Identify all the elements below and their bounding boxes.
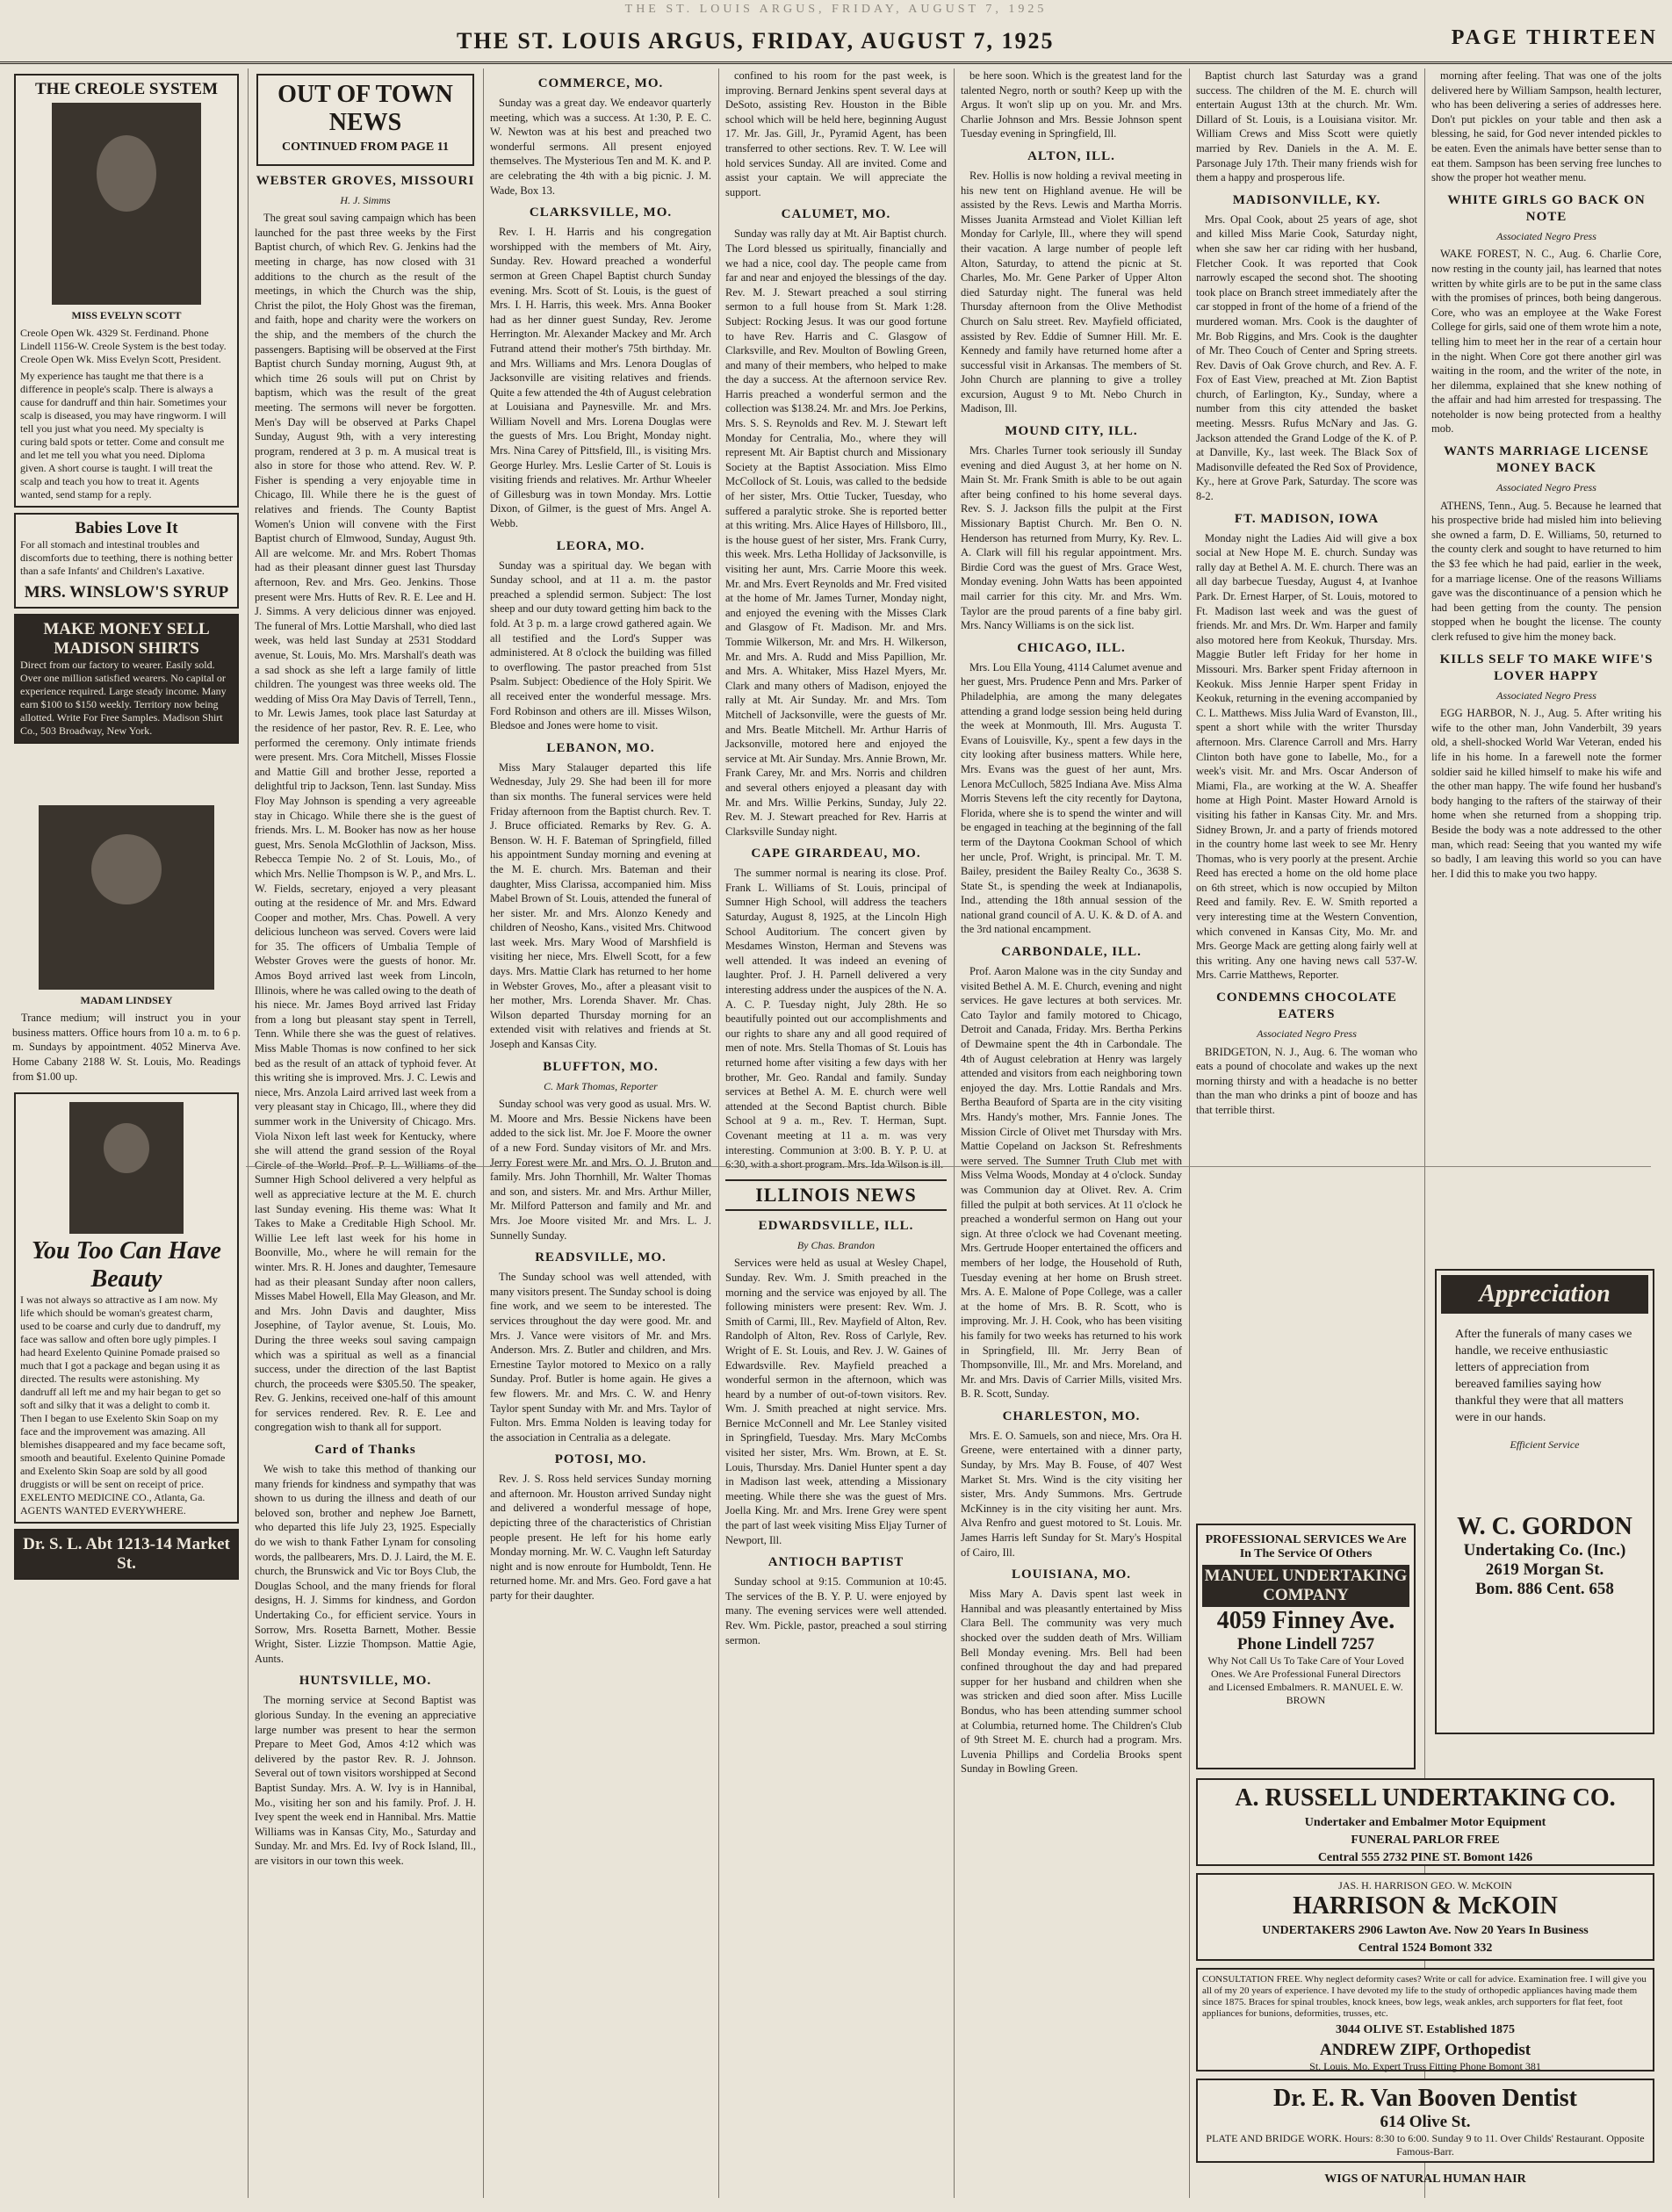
babies-heading: Babies Love It [75,518,178,537]
creole-address: Creole Open Wk. 4329 St. Ferdinand. Phone Lindell 1156-W. Creole System is the best today. Creole Open Wk. Miss Evelyn Scott, President. [20,326,227,365]
portrait-photo [69,1102,184,1234]
kills-byline: Associated Negro Press [1496,688,1596,702]
russell-line3: Central 555 2732 PINE ST. Bomont 1426 [1317,1851,1533,1864]
webster-byline: H. J. Simms [340,193,391,206]
huntsville-text: The morning service at Second Baptist was glorious Sunday. In the evening an appreciative large number was present to hear the sermon Prepare to Meet God, Amos 4:12 which was delivered by the pastor Rev. R. J. Johnson. Several out of town visitors worshipped at Second Baptist Sunday. Mrs. A. W. Ivy is in Hannibal, Mo., visiting her son and his family. Prof. J. H. Ivey spent the week end in Hannibal. Mrs. Mattie Williams was in Kansas City, Mo., Saturday and Sunday. Mr. and Mrs. Ed. Ivy of Rock Island, Ill., are visitors in our town this week. [255,1694,476,1867]
potosi-heading: POTOSI, MO. [554,1452,647,1467]
dentist-ad [1196,2079,1654,2163]
harrison-names: JAS. H. HARRISON GEO. W. McKOIN [1338,1879,1512,1891]
carryover-text: Baptist church last Saturday was a grand success. The children of the M. E. church will entertain August 13th at the church. Mr. Wm. Dillard of St. Louis, is a Louisiana visitor. Mr. William Crews and Miss Scott were quietly married by Rev. Daniels in the A. M. E. Parsonage July 17th. Their many friends wish for them a happy and prosperous life. [1196,69,1417,184]
column-rule [248,68,249,2198]
marriage-text: ATHENS, Tenn., Aug. 5. Because he learned that his prospective bride had misled him into believing she owned a farm, D. E. Williams, 50, returned to the county clerk and sought to have returned to him the $3 fee which he had paid, earlier in the week, for a marriage license. One of the reasons Williams gave was the discontinuance of a pension which he had been getting from the county. The pension stopped when he bought the license. The county clerk refused to give him the money back. [1431,499,1661,643]
russell-name: A. RUSSELL UNDERTAKING CO. [1235,1784,1616,1812]
calumet-text: Sunday was rally day at Mt. Air Baptist church. The Lord blessed us spiritually, financially and we had a nice, cool day. The people came from far and near and enjoyed the blessings of the day. Rev. M. J. Stewart preached a soul stirring sermon to a full house from St. Mark 1:28. Subject: Rocking Jesus. It was our good fortune to have Rev. Harris and C. Glasgow of Clarksville, and Rev. Moulton of Bowling Green, and many of their members, who helped to make the day a success. At the afternoon service Rev. Harris preached a wonderful sermon and the collection was $138.24. Mr. and Mrs. Joe Perkins, Mrs. S. S. Reynolds and Rev. M. J. Stewart left Monday for Centralia, Mo., where they will represent Mt. Air Baptist church and Missionary Society at the Baptist Association. Miss Elmo McCollock of St. Louis, was called to the bedside of her sister, Mrs. Ottie Tucker, Tuesday, who suffered a paralytic stroke. She is reported better at this writing. Mrs. Alice Hayes of Hillsboro, Ill., is the house guest of her sister, Mrs. Frank Curry, this week. Mrs. Letha Holliday of Jacksonville, is visiting her aunt, Mrs. Carrie Moore this week. Mr. and Mrs. Evert Reynolds and Mr. Fred visited at the home of Mr. James Turner, Monday night, and enjoyed the evening with the Misses Clark and Glasgow of Ft. Madison. Mr. and Mrs. Tommie Wilkerson, Mr. and Mrs. H. Wilkerson, Mr. and Mrs. A. Rudd and Miss Papillion, Mr. and Mrs. A. Whitaker, Miss Hazel Myers, Mr. Clark and many others of Madison, enjoyed the rally at Mt. Air Sunday. Mr. and Mrs. Tom Mitchell of Jacksonville, were the guests of Mr. and Mrs. Beatle Mitchell. Mr. Arthur Harris of Jacksonville, motored here and enjoyed the service at Mt. Air Sunday. Mrs. Annie Brown, Mr. Frank Carey, Mr. and Mrs. Norris and children and several others enjoyed a pleasant day with Mr. and Mrs. Willie Perkins, Sunday, July 22. Rev. M. J. Stewart preached for Rev. Harris at Clarksville Sunday night. [725,227,947,838]
column-5 [961,68,1182,2198]
chicago-text: Mrs. Lou Ella Young, 4114 Calumet avenue and her guest, Mrs. Prudence Penn and Mrs. Parker of Philadelphia, are among the many delegates attending a grand lodge session being held during the week at Monmouth, Ill. Mrs. Augusta T. Evans of Louisville, Ky., spent a few days in the city looking after business matters. While here, Mrs. Evans was the guest of her aunt, Mrs. Lenora McCulloch, 5825 Indiana Ave. Miss Alma Morris Stevens left the city recently for Daytona, Florida, where she is to spend the winter and will be engaged in teaching at the beginning of the fall term of the Daytona Cookman School of which her uncle, Prof. Wright, is principal. Mr. T. M. Bailey, president the Bailey Realty Co., 3638 S. State St., is spending the week at Indianapolis, Ind., attending the 18th annual session of the national grand council of A. U. K. & D. of A. and the 3rd national encampment. [961,660,1182,936]
manuel-name: MANUEL UNDERTAKING COMPANY [1202,1565,1409,1607]
winslow-heading: MRS. WINSLOW'S SYRUP [24,582,229,602]
marriage-byline: Associated Negro Press [1496,481,1596,494]
masthead [0,23,1672,64]
chicago-heading: CHICAGO, ILL. [1017,640,1126,655]
page-title: THE ST. LOUIS ARGUS, FRIDAY, AUGUST 7, 1925 [457,28,1055,54]
louisiana-heading: LOUISIANA, MO. [1011,1567,1132,1582]
column-rule [483,68,484,2198]
webster-text: The great soul saving campaign which has been launched for the past three weeks by the First Baptist church, of which Rev. G. Jenkins had the meeting in charge, has now closed with 31 additions to the church as the result of the meetings, in which the Church was the ship, Christ the pilot, the Holy Ghost was the fireman, and faith, hope and charity were the workers on the ship, and the members of the church the passengers. Baptising will be observed at the First Baptist church Sunday morning, August 9th, at which time 26 souls will put on Christ by baptism, which was the result of the great meeting. The sermons will never be forgotten. Men's Day will be observed at Parks Chapel Sunday, August 9th, with a very interesting program, rendered at 3 p. m. A musical treat is also in store for those who attend. Rev. W. P. Fisher is spending a very enjoyable time in Chicago, Ill. While there he is the guest of relatives and friends. The County Baptist Women's Union will convene with the First Baptist church of Elmwood, Sunday, August 9th. All are welcome. Mr. and Mrs. Robert Thomas had as their pleasant dinner guest last Thursday afternoon, Rev. and Mrs. Geo. Jenkins. Those present were Mrs. Hutts of Rev. R. E. Lee and H. J. Simms. A very delicious dinner was enjoyed. The funeral of Mrs. Lottie Marshall, who died last week, was held last Sunday at 2531 Stoddard avenue, St. Louis, Mo. Mrs. Marshall's death was a sad shock as she left a large family of little children. The youngest was three weeks old. The wedding of Miss Ora May Davis of Terrell, Tenn., to Mr. Lewis James, took place last Saturday at the residence of her pastor, Rev. R. E. Lee, who performed the ceremony. Only intimate friends were present. Mrs. Cora Mitchell, Misses Flossie and Mattie Gill and brother Jesse, reported a delightful trip to Jackson, Tenn. last Sunday. Miss Floy May Johnson is spending a very agreeable stay in Chicago. While there she is the guest of friends. Mrs. L. M. Booker has now as her house guest, Mrs. Senola McGlothlin of Jackson, Miss. Rebecca Tempie No. 2 of St. Louis, Mo., of which Mrs. Nellie Thompson is W. P., and Mrs. L. W. Fields, secretary, enjoyed a very pleasant outing at the residence of Mr. and Mrs. Edward Cooper and mother, Mrs. Chas. Powell. A very delicious luncheon was served. Covers were laid for 35. The officers of Umbalia Temple of Webster Groves were the guests of honor. Mr. Amos Boyd arrived last week from Lincoln, Illinois, where he was called owing to the death of his niece. Mr. James Boyd arrived last Friday from a long but pleasant stay spent in Terrell, Tenn. While there she was the guest of relatives. Miss Mable Thomas is now confined to her sick bed as the result of an attack of typhoid fever. At this writing she is improved. Mrs. J. C. Lewis and niece, Mrs. Anzola Laird arrived last week from a very pleasant stay in Chicago, Ill., where they did summer work in the University of Chicago. Mrs. Viola Nixon left last week for Kentucky, where she will attend the grand session of the Royal Circle of the World. Prof. P. L. Williams of the Sumner High School delivered a very helpful as well as appreciative lecture at the M. E. church last Sunday evening. His theme was: What It Takes to Make a Creditable High School. Mr. Willie Lee left last week for his home in Boonville, Mo., where he will remain for the winter. Mrs. R. H. Jones and daughter, Temesaure had as their pleasant Sunday after noon callers, Misses Mabel Howell, Ella May Gleason, and Mr. and Mrs. John Davis and daughter, Miss Josephine, of Taylor avenue, St. Louis, Mo. During the three weeks soul saving campaign which was a spiritual as well as a financial success, under the direction of the last Baptist church, the proceeds were $305.50. The speaker, Rev. G. Jenkins, received one-half of this amount for services rendered. Rev. R. E. Lee and congregation wish to thank all for support. [255,212,476,1434]
carryover-text: be here soon. Which is the greatest land for the talented Negro, north or south? Keep up with the Argus. It won't slip up on you. Mr. and Mrs. Charlie Johnson and Mrs. Bessie Johnson spent Tuesday evening in Springfield, Ill. [961,69,1182,141]
out-of-town-box [256,74,474,166]
manuel-undertaking-ad [1196,1524,1416,1769]
carryover-text: morning after feeling. That was one of the jolts delivered here by William Sampson, health lecturer, who has been delivering a series of addresses here. Don't put pickles on your table and then ask a blessing, he said, for God never intended pickles to be eaten. Even the animals have better sense than to eat them. Sampson has been serving free lunches to show the proper hot weather menu. [1431,69,1661,184]
russell-undertaking-ad [1196,1778,1654,1866]
bluffton-heading: BLUFFTON, MO. [543,1059,659,1074]
box-subheading: CONTINUED FROM PAGE 11 [282,141,449,154]
harrison-name: HARRISON & McKOIN [1293,1892,1558,1920]
alton-text: Rev. Hollis is now holding a revival meeting in his new tent on Highland avenue. He will be assisted by the Revs. Lewis and Martha Morris. Misses Juanita Armstead and Violet Killian left Monday for Carlyle, Ill., where they will spend their vacation. A large number of people left Alton, Saturday, to attend the picnic at St. Charles, Mo. Mr. Gene Parker of Upper Alton died Saturday night. The funeral was held Thursday afternoon from the Olive Methodist Church on Salu street. Rev. Mayfield officiated, assisted by Rev. Eddie of Sumner Hill. Mr. E. Kennedy and family have returned home after a successful visit in Arkansas. The members of St. John Church are planning to give a trolley excursion, August 9 to Mt. Nebo Church in Madison, Ill. [961,169,1182,415]
mound-text: Mrs. Charles Turner took seriously ill Sunday evening and died August 3, at her home on N. Main St. Mr. Frank Smith is able to be out again after being confined to his home several days. Rev. S. J. Jackson fills the pulpit at the First Missionary Baptist Church. Mr. Ben O. N. Henderson has returned from Murry, Ky. Rev. L. A. Clark will fill his regular appointment. Mrs. Birdie Cord was the guest of Mrs. Grace West, Monday evening. John Watts has been appointed mail carrier for this city. Mr. and Mrs. Wm. Taylor are the proud parents of a fine baby girl. Mrs. Nancy Williams is on the sick list. [961,444,1182,632]
edwardsville-byline: By Chas. Brandon [796,1238,876,1251]
beauty-text: I was not always so attractive as I am now. My life which should be woman's greatest charm, used to be coarse and curly due to dandruff, my face was sallow and often bore ugly pimples. I had heard Exelento Quinine Pomade praised so much that I got a package and began using it as directed. The results were astonishing. My dandruff all left me and my hair began to get so soft and silky that it was a delight to comb it. Then I began to use Exelento Skin Soap on my face and the improvement was amazing. All blemishes disappeared and my face became soft, smooth and beautiful. Exelento Quinine Pomade and Exelento Skin Soap are sold by all good druggists or will be sent on receipt of price. EXELENTO MEDICINE CO., Atlanta, Ga. AGENTS WANTED EVERYWHERE. [20,1293,226,1517]
ftmadison-text: Monday night the Ladies Aid will give a box social at New Hope M. E. church. Sunday was rally day at Bethel A. M. E. church. There was an all day barbecue Tuesday, August 4, at Ivanhoe Park. Dr. Ernest Harper, of St. Louis, motored to Ft. Madison last week and was the guest of friends. Mr. and Mrs. Dr. Wm. Harper and family also motored here from Keokuk, Thursday. Mrs. Maggie Butler left Friday for her home in Missouri. Mrs. Barker spent Friday afternoon in Keokuk. Miss Jennie Harper spent Friday in Keokuk, returning in the evening accompanied by C. L. Matthews. Miss Julia Ward of Evanston, Ill., spent a short while with the writer Thursday afternoon. Mrs. Clarence Carroll and Mrs. Harry Clinton both have gone to Iabelle, Mo., for a week's visit. Mr. and Mrs. Oscar Anderson of Miami, Fla., are working at the W. A. Sheaffer home at High Point. Master Howard Arnold is visiting his father in Kansas City. Mr. and Mrs. Sidney Brown, Jr. and a party of friends motored in the country home last week to see Mr. Henry Thomas, who is very poorly at the present. Archie Reed has erected a home on the old home place on 6th street, which is now occupied by Milton Reed and family. Rev. E. W. Smith reported a very interesting time at the Western Convention, which convened in Kansas City, Mo. Mr. and Mrs. George Mack are getting along fairly well at this writing. Any one having news call 537-W. Mrs. Carrie Matthews, Reporter. [1196,531,1417,982]
dr-abt-ad [14,1529,239,1580]
column-1 [12,68,241,2198]
louisiana-text: Miss Mary A. Davis spent last week in Hannibal and was pleasantly entertained by Miss Clara Bell. The community was very much shocked over the sudden death of Mrs. William Bell Monday evening. Mrs. Bell had been confined throughout the day and had prepared supper for her husband and children when she was stricken and died soon after. Miss Lucille Bondus, who has been attending summer school at Columbia, returned home. The Children's Club of 9th Street M. E. church had a program. Mrs. Luvenia Phillips and Cordelia Brooks spent Sunday in Bowling Green. [961,1588,1182,1776]
page-number: PAGE THIRTEEN [1451,26,1658,49]
cape-text: The summer normal is nearing its close. Prof. Frank L. Williams of St. Louis, principal of Sumner High School, will address the teachers Saturday, August 8, 1925, at the Lincoln High School Auditorium. The concert given by Mesdames Winston, Herman and Stevens was well attended. It was indeed an evening of laughter. Prof. J. H. Parnell delivered a very interesting address under the auspices of the N. A. A. C. P. Tuesday night, July 28th. He so beautifully pointed out our accomplishments and our rights to share any and all good required of men of note. Mrs. Stella Thomas of St. Louis has returned home after visiting a few days with her brother, Mr. Geo. Randal and family. Sunday services at Bethel A. M. E. church were well attended at the Second Baptist church. Bible School at 9 a. m., Rev. T. Herman, Supt. Covenant meeting at 11 a. m. was very interesting. Communion at 3:00. B. Y. P. U. at 6:30, with a short program. Mrs. Ida Wilson is ill. [725,867,947,1171]
manuel-phone: Phone Lindell 7257 [1236,1635,1375,1654]
ftmadison-heading: FT. MADISON, IOWA [1234,511,1380,526]
edwardsville-text: Services were held as usual at Wesley Chapel, Sunday. Rev. Wm. J. Smith preached in the morning and the service was enjoyed by all. The following ministers were present: Rev. Wm. J. Smith of Carmi, Ill., Rev. Mayfield of Alton, Rev. Randolph of Alton, Rev. Ross of Carlyle, Rev. Wright of E. St. Louis, and Rev. J. W. Gaines of Edwardsville. Rev. Mayfield preached a wonderful sermon in the afternoon, which was heard by a number of out-of-town visitors. Rev. Wm. J. Smith preached at night service. Mrs. Bernice McConnell and Mr. Lee Stanley visited in Springfield, Tuesday. Mrs. Mary McCombs visited her sister, Mrs. Wm. Brown, at E. St. Louis, Thursday. Mrs. Daniel Hunter spent a day in Madison last week, attending a Missionary meeting. While there she was the guest of Mrs. Joella King. Mr. and Mrs. Irene Grey were spent the part of last week visiting Miss Eljay Turner of Newport, Ill. [725,1257,947,1546]
babies-ad [14,513,239,609]
shirts-heading: MAKE MONEY SELL MADISON SHIRTS [43,619,210,658]
gordon-line3: Bom. 886 Cent. 658 [1475,1580,1614,1598]
thanks-text: We wish to take this method of thanking our many friends for kindness and sympathy that was shown to us during the illness and death of our beloved son, brother and nephew Joe Barnett, who departed this life July 23, 1925. Especially do we wish to thank Father Lynam for consoling words, the pallbearers, Mrs. D. J. Laird, the M. E. church, the Brunswick and Vic tor Boys Club, the Douglas School, and the many friends for floral designs, H. J. Simms for kindness, and Gordon Undertaking Co., for efficient service. Yours in Sorrow, Mrs. Rosetta Barnett, Mother. Bessie Wright, Sister. Lizzie Thompson. Mattie Agie, Aunts. [255,1463,476,1665]
thanks-heading: Card of Thanks [314,1443,416,1458]
chocolate-byline: Associated Negro Press [1257,1027,1357,1041]
alton-heading: ALTON, ILL. [1027,148,1115,163]
column-4 [725,68,947,2198]
hair-heading: WIGS OF NATURAL HUMAN HAIR [1324,2172,1526,2186]
appreciation-heading: Appreciation [1441,1275,1648,1314]
shirts-ad [14,614,239,744]
column-3 [490,68,711,2198]
clarksville-text: Rev. I. H. Harris and his congregation worshipped with the members of Mt. Airy, Sunday. Rev. Howard preached a wonderful sermon at Green Chapel Baptist church Sunday evening. Mrs. Scott of St. Louis, is the guest of Mrs. I. H. Harris, this week. Mrs. Anna Booker had as her dinner guest Sunday, Rev. Jerome Herrington. Mr. Alexander Mackey and Mr. Arch Futrand attend their mother's 75th birthday. Mr. and Mrs. Williams and Mrs. Lenora Douglas of Jacksonville are visiting relatives and friends. Quite a few attended the 4th of August celebration at Louisiana and Paynesville. Mr. and Mrs. William Novell and Mrs. Lorena Douglas were the guests of Mrs. Lou Bright, Monday night. Mrs. Nina Carey of Pittsfield, Ill., is visiting Mrs. George Hurley. Mrs. Leslie Carter of St. Louis is visiting friends and relatives. Mr. Arthur Wheeler of Gillesburg was in town Monday. Mrs. Lottie Dixon, of Gilmer, is the guest of Mrs. Angel A. Webb. [490,226,711,530]
column-2 [255,68,476,2198]
lebanon-heading: LEBANON, MO. [546,740,655,755]
dentist-name: Dr. E. R. Van Booven Dentist [1273,2085,1577,2112]
column-rule [1189,68,1190,2198]
appreciation-tag: Efficient Service [1510,1438,1580,1451]
shirts-text: Direct from our factory to wearer. Easily sold. Over one million satisfied wearers. No capital or experience required. Large steady income. Many earn $100 to $150 weekly. Territory now being allotted. Write For Free Samples. Madison Shirt Co., 503 Broadway, New York. [20,658,227,737]
appreciation-text: After the funerals of many cases we handle, we receive enthusiastic letters of appreciation from bereaved families saying how thankful they were that all matters were in our hands. [1455,1328,1632,1424]
charleston-text: Mrs. E. O. Samuels, son and niece, Mrs. Ora H. Greene, were entertained with a dinner party, Sunday, by Mrs. May B. Fouse, of 407 West Market St. Mrs. Wind is the city visiting her sister, Mrs. Andy Summons. Mrs. Gertrude McKinney is in the city visiting her aunt. Mrs. Alva Renfro and guest motored to St. Louis. Mr. James Harris left Sunday for St. Mary's Hospital of Cairo, Ill. [961,1429,1182,1559]
harrison-line1: UNDERTAKERS 2906 Lawton Ave. Now 20 Years In Business [1262,1924,1589,1937]
readsville-heading: READSVILLE, MO. [535,1250,667,1265]
marriage-heading: WANTS MARRIAGE LICENSE MONEY BACK [1444,444,1649,476]
portrait-photo [52,103,201,305]
chocolate-text: BRIDGETON, N. J., Aug. 6. The woman who eats a pound of chocolate and wakes up the next morning thirsty and with a headache is no better than the man who drinks a pint of booze and has that terrible thirst. [1196,1045,1417,1116]
leora-text: Sunday was a spiritual day. We began with Sunday school, and at 11 a. m. the pastor preached a splendid sermon. Subject: The lost sheep and our duty toward getting him back to the fold. At 3 p. m. a large crowd gathered again. We all testified and the Lord's Supper was administered. At 8 o'clock the building was filled to overflowing. The pastor preached from 51st Psalm. Subject: Obedience of the Holy Spirit. We all received enter the wonderful message. Mrs. Ford Robinson and others are ill. Misses Wilson, Bledsoe and Jones were home to visit. [490,558,711,732]
carbondale-heading: CARBONDALE, ILL. [1001,945,1142,960]
babies-text: For all stomach and intestinal troubles and discomforts due to teething, there is nothing better than a safe Infants' and Children's Laxative. [20,537,233,577]
charleston-heading: CHARLESTON, MO. [1002,1409,1141,1423]
bluffton-byline: C. Mark Thomas, Reporter [544,1079,658,1092]
harrison-mckoin-ad [1196,1873,1654,1961]
leora-heading: LEORA, MO. [556,538,645,553]
bottom-heading: Dr. S. L. Abt 1213-14 Market St. [23,1535,230,1574]
antioch-text: Sunday school at 9:15. Communion at 10:45. The services of the B. Y. P. U. were enjoyed by many. The evening services were well attended. Rev. Wm. Pickle, pastor, preached a soul stirring sermon. [725,1575,947,1646]
russell-line2: FUNERAL PARLOR FREE [1351,1834,1500,1847]
madisonville-text: Mrs. Opal Cook, about 25 years of age, shot and killed Miss Marie Cook, Saturday night, when she saw her car riding with her husband, Fletcher Cook. It was reported that Cook narrowly escaped the second shot. The shooting took place on Branch street immediately after the car stopped in front of the home of a friend of the murdered woman. Mrs. Cook is the daughter of Mr. Bob Riggins, and Mrs. Cook is the daughter of Mr. Theo Couch of Center and Spring streets. Rev. Davis of Oak Grove church, and Rev. A. F. Fox of East View, preached at Mt. Zion Baptist church, of Earlington, Ky., Sunday, where a number from this city attended the basket meeting. Messrs. Rufus McNary and Jas. G. Jackson attended the Grand Lodge of the K. of P. at Danville, Ky., last week. The Black Sox of Madisonville defeated the Red Sox of Providence, Ky., here at Grove Park, Saturday. The score was 8-2. [1196,213,1417,503]
manuel-top: PROFESSIONAL SERVICES We Are In The Service Of Others [1205,1533,1407,1560]
carbondale-text: Prof. Aaron Malone was in the city Sunday and visited Bethel A. M. E. Church, evening and night services. He gave lectures at both services. Mr. Cato Taylor and family motored to Chicago, Detroit and Canada, Friday. Mrs. Bertha Perkins of Dewmaine spent the 4th in Carbondale. The 4th of August celebration at Henry was largely attended and visitors from each neighboring town enjoyed the day. Mrs. Lottie Randals and Mrs. Bertha Beauford of Sparta are in the city visiting Mrs. Handy's mother, Mrs. Fannie Jones. The Mission Circle of Olivet met Thursday with Mrs. Mattie Copeland on Jackson St. Refreshments were served. The Sumner Truth Club met with Miss Velma Woods, Monday at 4 o'clock. Sunday was Communion day at Olivet. Rev. A. Crim filled the pulpit at both services. At 11 o'clock he preached a wonderful sermon on Hang out your sign. At three o'clock we had Covenant meeting. Mrs. Gertrude Hooper entertained the officers and members of her lodge, the Household of Ruth, Tuesday evening at her home on Brush street. Mrs. A. E. Malone of Pope College, was a caller at the home of Mrs. B. R. Scott, who is improving. Mr. J. H. Cook, who has been visiting his family for two weeks has returned to his work in Springfield, Ill. Mr. Jerry Bean of Thompsonville, Ill., Mr. and Mrs. Moreland, and Mr. and Mrs. Davis of Carrier Mills, visited Mrs. B. R. Scott, Sunday. [961,965,1182,1401]
calumet-heading: CALUMET, MO. [781,207,891,222]
zipf-city: St. Louis, Mo. Expert Truss Fitting Phone Bomont 381 [1309,2060,1541,2072]
lindsey-caption: MADAM LINDSEY [80,993,173,1006]
edwardsville-heading: EDWARDSVILLE, ILL. [758,1218,914,1233]
creole-heading: THE CREOLE SYSTEM [35,80,218,98]
chocolate-heading: CONDEMNS CHOCOLATE EATERS [1216,991,1397,1022]
kills-heading: KILLS SELF TO MAKE WIFE'S LOVER HAPPY [1439,652,1654,683]
gordon-appreciation-ad [1435,1269,1654,1734]
cape-heading: CAPE GIRARDEAU, MO. [751,847,921,861]
gordon-name: W. C. GORDON [1457,1513,1632,1540]
portrait-photo [39,805,214,990]
commerce-text: Sunday was a great day. We endeavor quarterly meeting, which was a success. At 1:30, P. E. C. W. Newton was at his best and preached two wonderful sermons. All present enjoyed themselves. The Mysterious Ten and M. K. and P. are celebrating the 4th with a big picnic. J. M. Wade, Box 13. [490,97,711,197]
zipf-address: 3044 OLIVE ST. Established 1875 [1336,2023,1515,2036]
huntsville-heading: HUNTSVILLE, MO. [299,1674,432,1689]
clarksville-heading: CLARKSVILLE, MO. [529,205,673,220]
readsville-text: The Sunday school was well attended, with many visitors present. The Sunday school is doing fine work, and we seem to be interested. The services throughout the day were good. Mr. and Mrs. J. Vance were visitors of Mr. and Mrs. Anderson. Mrs. Z. Butler and children, and Mrs. Ernestine Taylor motored to Mexico on a rally Sunday. Prof. Butler is home again. He gives a few flowers. Mr. and Mrs. C. W. and Henry Taylor spent Sunday with Mr. and Mrs. Taylor of Fulton. Mrs. Emma Nolden is leaving today for the association in Centralia as a delegate. [490,1271,711,1444]
lindsey-text: Trance medium; will instruct you in your business matters. Office hours from 10 a. m. to 6 p. m. Sundays by appointment. 4052 Minerva Ave. Home Cabany 2188 W. St. Louis, Mo. Readings from $1.00 up. [12,1012,241,1083]
coeds-heading: WHITE GIRLS GO BACK ON NOTE [1447,192,1646,224]
column-rule [718,68,719,2198]
webster-heading: WEBSTER GROVES, MISSOURI [256,173,475,188]
beauty-heading: You Too Can Have Beauty [32,1237,221,1293]
mound-heading: MOUND CITY, ILL. [1005,424,1138,439]
gordon-line2: 2619 Morgan St. [1485,1560,1604,1579]
dentist-text: PLATE AND BRIDGE WORK. Hours: 8:30 to 6:00. Sunday 9 to 11. Over Childs' Restaurant. Opposite Famous-Barr. [1206,2132,1645,2158]
commerce-heading: COMMERCE, MO. [537,76,664,90]
coeds-text: WAKE FOREST, N. C., Aug. 6. Charlie Core, now resting in the county jail, has learned that notes written by white girls are to be put in the same class with the promises of princes, both being dangerous. Core, who was an employee at the Wake Forest College for girls, said one of them wrote him a note, telling him to meet her in the rear of a certain hour in the night. When Core got there another girl was waiting in the room, and the writer of the note, in her dilemma, explained that she knew nothing of the affair and had him arrested for trespassing. The noteholder is now being protected from a healthy mob. [1431,248,1661,436]
potosi-text: Rev. J. S. Ross held services Sunday morning and afternoon. Mr. Houston arrived Sunday night and delivered a wonderful message of hope, depicting three of the characteristics of Christian people present. He left for his home early Monday morning. Mr. W. C. Vaughn left Saturday night and is now enroute for Humboldt, Tenn. He returned home. Mr. and Mrs. Geo. Ford gave a hat party for their daughter. [490,1473,711,1603]
zipf-name: ANDREW ZIPF, Orthopedist [1319,2041,1531,2059]
fold-line [246,1166,1651,1167]
antioch-heading: ANTIOCH BAPTIST [768,1555,904,1570]
manuel-address: 4059 Finney Ave. [1216,1607,1395,1634]
column-rule [954,68,955,2198]
creole-text: My experience has taught me that there is a difference in people's scalp. There is always a cause for dandruff and thin hair. Sometimes your scalp is diseased, you may have ringworm. I will tell you just what you need. My specialty is curing bald spots or tetter. Come and consult me and let me tell you what you need. Diploma given. A short course is taught. I will treat the scalp and teach you how to treat it. Agents wanted, send stamp for a reply. [20,369,227,501]
madisonville-heading: MADISONVILLE, KY. [1232,192,1381,207]
gordon-line1: Undertaking Co. (Inc.) [1463,1541,1626,1560]
manuel-text: Why Not Call Us To Take Care of Your Loved Ones. We Are Professional Funeral Directors and Licensed Embalmers. R. MANUEL E. W. BROWN [1207,1654,1404,1706]
illinois-heading: ILLINOIS NEWS [725,1179,947,1211]
dentist-address: 614 Olive St. [1380,2113,1471,2131]
beauty-ad [14,1092,239,1524]
zipf-text: CONSULTATION FREE. Why neglect deformity cases? Write or call for advice. Examination free. I will give you all of my 20 years of experience. I have devoted my life to the study of orthopedic appliances having made them since 1875. Braces for spinal troubles, knock knees, bow legs, weak ankles, arch supporters for flat feet, foot appliances for bunions, deformities, trusses, etc. [1202,1974,1647,2019]
box-heading: OUT OF TOWN NEWS [277,81,453,136]
creole-caption: MISS EVELYN SCOTT [71,309,182,321]
harrison-line2: Central 1524 Bomont 332 [1358,1942,1493,1955]
coeds-byline: Associated Negro Press [1496,229,1596,242]
lebanon-text: Miss Mary Stalauger departed this life Wednesday, July 29. She had been ill for more than six months. The funeral services were held Friday afternoon from the Baptist church. Rev. T. J. Bruce officiated. Remarks by Rev. G. A. Benson. W. H. F. Bateman of Springfield, filled his appointment Sunday morning and evening at the M. E. church. Mrs. Bateman and their daughter, Miss Clarissa, accompanied him. Miss Mabel Brown of St. Louis, attended the funeral of her sister. Mr. and Mrs. Alonzo Kenedy and children of Neosho, Kans., visited Mrs. Chitwood last week. Mrs. Mary Wood of Marshfield is visiting her niece, Mrs. Elwell Scott, for a few days. Mrs. Mattie Clark has returned to her home in Webster Groves, Mo., after a pleasant visit to her mother, Mrs. Lorenda Shaver. Mr. Chas. Wilson departed Thursday morning for an extended visit with relatives and friends at St. Joseph and Kansas City. [490,760,711,1051]
ghost-header: THE ST. LOUIS ARGUS, FRIDAY, AUGUST 7, 1925 [624,3,1048,16]
russell-line1: Undertaker and Embalmer Motor Equipment [1304,1816,1546,1829]
bluffton-text: Sunday school was very good as usual. Mrs. W. M. Moore and Mrs. Bessie Nickens have been added to the sick list. Mr. Joe F. Moore the owner of a new Ford. Sunday visitors of Mr. and Mrs. Jerry Forest were Mr. and Mrs. O. J. Bruton and family. Mrs. John Thornhill, Mr. Walter Thomas and son, and sisters. Mr. and Mrs. Arthur Miller, Mr. Milford Patterson and family and Mr. and Mrs. Joe Moore visited Mr. and Mrs. L. J. Sunnelly Sunday. [490,1098,711,1242]
zipf-orthopedist-ad [1196,1968,1654,2071]
kills-text: EGG HARBOR, N. J., Aug. 5. After writing his wife to the other man, John Vanderbilt, 39 years old, a shell-shocked World War Veteran, ended his life in his home. In a farewell note the former soldier said he killed himself to make his wife and the other man happy. The wife found her husband's body hanging to the rafters of the stairway of their home when she returned from a shopping trip. Beside the body was a note addressed to the other man, which read: Seeing that you wanted my wife so badly, I am leaving this world so you can have her. I did this to make you two happy. [1431,707,1661,880]
creole-system-ad [14,74,239,508]
carryover-text: confined to his room for the past week, is improving. Bernard Jenkins spent several days at DeSoto, assisting Rev. Houston in the Bible school which will be held here, beginning August 17. Mr. Jas. Gill, Jr., Pyramid Agent, has been transferred to other sections. Rev. T. W. Lee will hold services Sunday. All are invited. Come and assist your captain. We will appreciate the support. [725,69,947,198]
